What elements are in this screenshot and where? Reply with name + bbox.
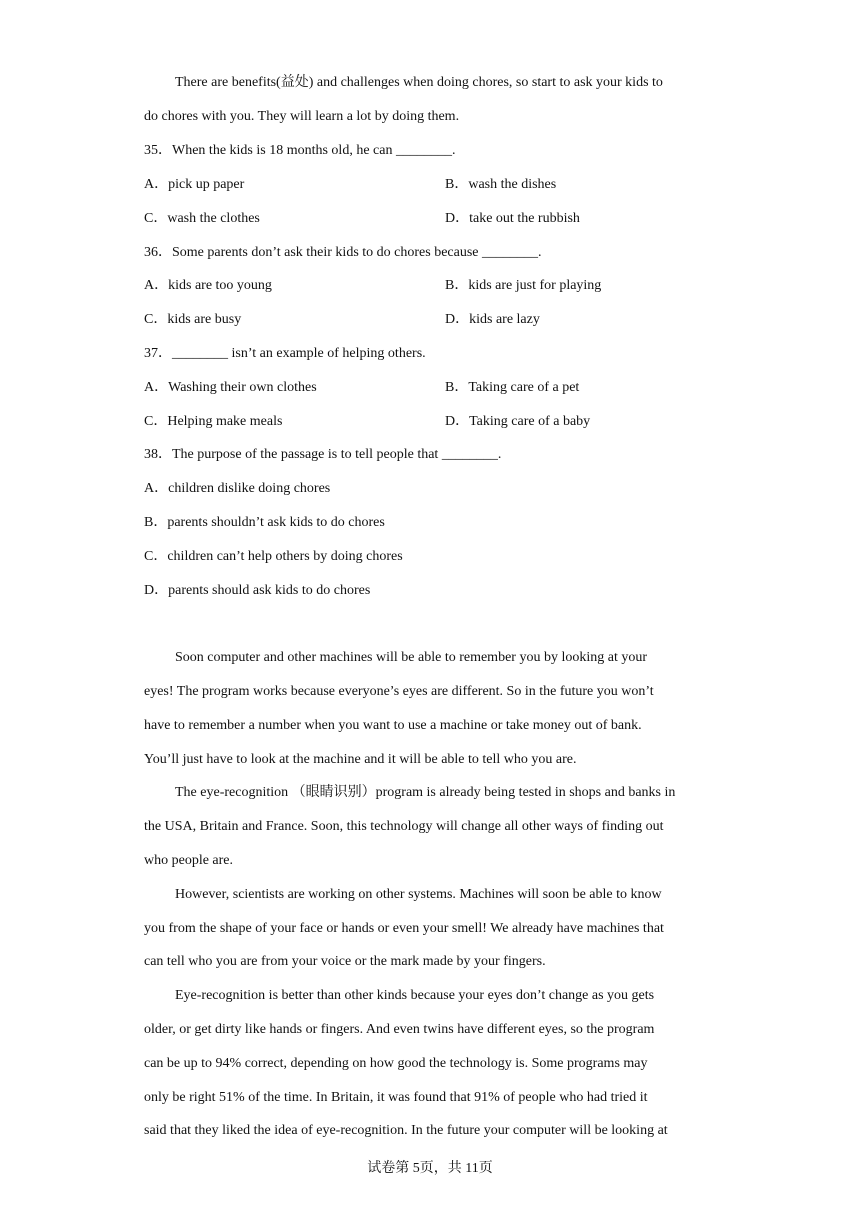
question-38-option-a: A．children dislike doing chores — [144, 481, 331, 496]
question-38-stem: 38．The purpose of the passage is to tell people that ________. — [144, 447, 502, 462]
question-36-option-d: D．kids are lazy — [445, 312, 540, 327]
question-38-option-d: D．parents should ask kids to do chores — [144, 583, 371, 598]
passage-line: older, or get dirty like hands or fingers. And even twins have different eyes, so the program — [144, 1022, 655, 1037]
passage-line: However, scientists are working on other systems. Machines will soon be able to know — [175, 887, 662, 902]
passage-line: have to remember a number when you want to use a machine or take money out of bank. — [144, 718, 642, 733]
passage-line: Soon computer and other machines will be able to remember you by looking at your — [175, 650, 647, 665]
question-38-option-c: C．children can’t help others by doing chores — [144, 549, 403, 564]
question-36-stem: 36．Some parents don’t ask their kids to do chores because ________. — [144, 245, 542, 260]
passage-line: you from the shape of your face or hands or even your smell! We already have machines that — [144, 921, 664, 936]
page-footer: 试卷第 5页，共 11页 — [367, 1161, 493, 1176]
passage-line: The eye-recognition （眼睛识别）program is already being tested in shops and banks in — [175, 785, 676, 800]
passage-line: said that they liked the idea of eye-recognition. In the future your computer will be looking at — [144, 1123, 668, 1138]
question-38-option-b: B．parents shouldn’t ask kids to do chores — [144, 515, 385, 530]
question-35-stem: 35．When the kids is 18 months old, he can ________. — [144, 143, 456, 158]
question-36-option-c: C．kids are busy — [144, 312, 242, 327]
passage-line: do chores with you. They will learn a lot by doing them. — [144, 109, 460, 124]
passage-line: Eye-recognition is better than other kinds because your eyes don’t change as you gets — [175, 988, 655, 1003]
question-37-option-d: D．Taking care of a baby — [445, 414, 591, 429]
question-37-option-c: C．Helping make meals — [144, 414, 283, 429]
question-36-option-b: B．kids are just for playing — [445, 278, 602, 293]
passage-line: There are benefits(益处) and challenges when doing chores, so start to ask your kids to — [175, 75, 663, 90]
question-37-option-a: A．Washing their own clothes — [144, 380, 317, 395]
passage-line: only be right 51% of the time. In Britain, it was found that 91% of people who had tried it — [144, 1090, 648, 1105]
question-35-option-d: D．take out the rubbish — [445, 211, 580, 226]
passage-line: eyes! The program works because everyone’s eyes are different. So in the future you won’t — [144, 684, 654, 699]
passage-line: can be up to 94% correct, depending on how good the technology is. Some programs may — [144, 1056, 648, 1071]
question-35-option-b: B．wash the dishes — [445, 177, 557, 192]
passage-line: who people are. — [144, 853, 234, 868]
passage-line: You’ll just have to look at the machine and it will be able to tell who you are. — [144, 752, 577, 767]
question-36-option-a: A．kids are too young — [144, 278, 272, 293]
passage-line: the USA, Britain and France. Soon, this technology will change all other ways of finding out — [144, 819, 664, 834]
question-35-option-c: C．wash the clothes — [144, 211, 260, 226]
question-35-option-a: A．pick up paper — [144, 177, 245, 192]
question-37-option-b: B．Taking care of a pet — [445, 380, 580, 395]
passage-line: can tell who you are from your voice or the mark made by your fingers. — [144, 954, 546, 969]
question-37-stem: 37．________ isn’t an example of helping others. — [144, 346, 426, 361]
